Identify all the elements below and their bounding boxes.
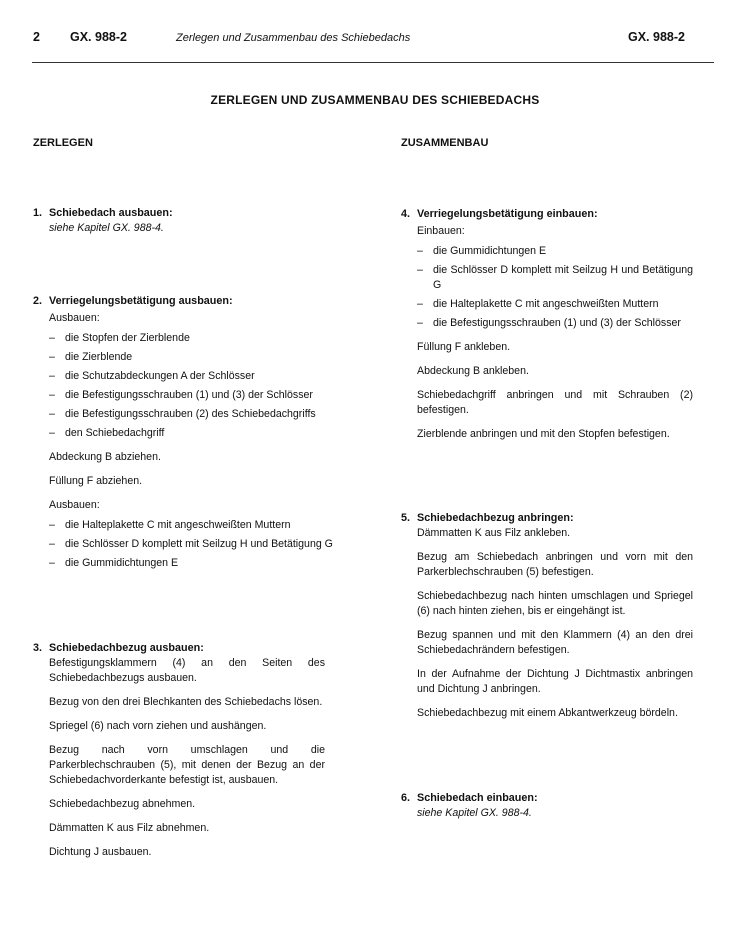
paragraph: Zierblende anbringen und mit den Stopfen befestigen. bbox=[417, 428, 670, 440]
section-1 bbox=[33, 206, 333, 236]
paragraph: Bezug nach vorn umschlagen und die Parkerblechschrauben (5), mit denen der Bezug an der Schiebedachvorderkante befestigt ist, ausbauen. bbox=[49, 744, 325, 786]
section-2-title: 2. Verriegelungsbetätigung ausbauen: bbox=[33, 295, 233, 307]
paragraph: In der Aufnahme der Dichtung J Dichtmastix anbringen und Dichtung J anbringen. bbox=[417, 668, 693, 695]
section-6-title: 6. Schiebedach einbauen: bbox=[401, 792, 538, 804]
section-1-ref: siehe Kapitel GX. 988-4. bbox=[49, 222, 164, 234]
list-item: – die Befestigungsschrauben (1) und (3) der Schlösser bbox=[417, 316, 693, 331]
label: Einbauen: bbox=[417, 225, 465, 237]
list-item: – die Stopfen der Zierblende bbox=[49, 331, 333, 346]
section-4 bbox=[401, 207, 693, 442]
section-1-title: 1. Schiebedach ausbauen: bbox=[33, 207, 173, 219]
paragraph: Schiebedachbezug nach hinten umschlagen und Spriegel (6) nach hinten ziehen, bis er eingehängt ist. bbox=[417, 590, 693, 617]
list-item: – die Halteplakette C mit angeschweißten Muttern bbox=[417, 297, 693, 312]
page-number: 2 bbox=[33, 30, 40, 44]
section-5 bbox=[401, 511, 693, 721]
paragraph: Füllung F ankleben. bbox=[417, 341, 511, 353]
paragraph: Schiebedachbezug abnehmen. bbox=[49, 798, 196, 810]
paragraph: Abdeckung B abziehen. bbox=[49, 451, 161, 463]
list-item: – die Schutzabdeckungen A der Schlösser bbox=[49, 369, 333, 384]
paragraph: Bezug von den drei Blechkanten des Schiebedachs lösen. bbox=[49, 696, 323, 708]
paragraph: Schiebedachbezug mit einem Abkantwerkzeug bördeln. bbox=[417, 707, 678, 719]
paragraph: Dichtung J ausbauen. bbox=[49, 846, 152, 858]
heading-zusammenbau: ZUSAMMENBAU bbox=[401, 137, 489, 149]
installation-list bbox=[417, 244, 693, 331]
list-item: – die Schlösser D komplett mit Seilzug H und Betätigung G bbox=[49, 537, 333, 552]
removal-list bbox=[49, 518, 333, 571]
list-item: – die Befestigungsschrauben (1) und (3) der Schlösser bbox=[49, 388, 333, 403]
section-4-title: 4. Verriegelungsbetätigung einbauen: bbox=[401, 208, 598, 220]
label: Ausbauen: bbox=[49, 499, 100, 511]
removal-list bbox=[49, 331, 333, 441]
list-item: – die Halteplakette C mit angeschweißten Muttern bbox=[49, 518, 333, 533]
paragraph: Schiebedachgriff anbringen und mit Schrauben (2) befestigen. bbox=[417, 389, 693, 416]
paragraph: Abdeckung B ankleben. bbox=[417, 365, 529, 377]
paragraph: Befestigungsklammern (4) an den Seiten des Schiebedachbezugs ausbauen. bbox=[49, 657, 325, 684]
section-3-title: 3. Schiebedachbezug ausbauen: bbox=[33, 642, 204, 654]
section-2 bbox=[33, 294, 333, 575]
heading-zerlegen: ZERLEGEN bbox=[33, 137, 93, 149]
list-item: – die Gummidichtungen E bbox=[49, 556, 333, 571]
running-title: Zerlegen und Zusammenbau des Schiebedachs bbox=[176, 32, 411, 44]
list-item: – die Zierblende bbox=[49, 350, 333, 365]
header-rule bbox=[32, 62, 714, 63]
list-item: – den Schiebedachgriff bbox=[49, 426, 333, 441]
document-code-right: GX. 988-2 bbox=[628, 30, 685, 44]
section-6 bbox=[401, 791, 693, 821]
paragraph: Füllung F abziehen. bbox=[49, 475, 143, 487]
paragraph: Dämmatten K aus Filz ankleben. bbox=[417, 527, 571, 539]
list-item: – die Schlösser D komplett mit Seilzug H und Betätigung G bbox=[417, 263, 693, 293]
paragraph: Bezug spannen und mit den Klammern (4) an den drei Schiebedachrändern befestigen. bbox=[417, 629, 693, 656]
paragraph: Spriegel (6) nach vorn ziehen und aushängen. bbox=[49, 720, 267, 732]
paragraph: Dämmatten K aus Filz abnehmen. bbox=[49, 822, 210, 834]
page-title: ZERLEGEN UND ZUSAMMENBAU DES SCHIEBEDACHS bbox=[210, 93, 540, 107]
document-code: GX. 988-2 bbox=[70, 30, 127, 44]
label: Ausbauen: bbox=[49, 312, 100, 324]
list-item: – die Befestigungsschrauben (2) des Schiebedachgriffs bbox=[49, 407, 333, 422]
section-6-ref: siehe Kapitel GX. 988-4. bbox=[417, 807, 532, 819]
section-3 bbox=[33, 641, 325, 860]
section-5-title: 5. Schiebedachbezug anbringen: bbox=[401, 512, 574, 524]
list-item: – die Gummidichtungen E bbox=[417, 244, 693, 259]
paragraph: Bezug am Schiebedach anbringen und vorn mit den Parkerblechschrauben (5) befestigen. bbox=[417, 551, 693, 578]
